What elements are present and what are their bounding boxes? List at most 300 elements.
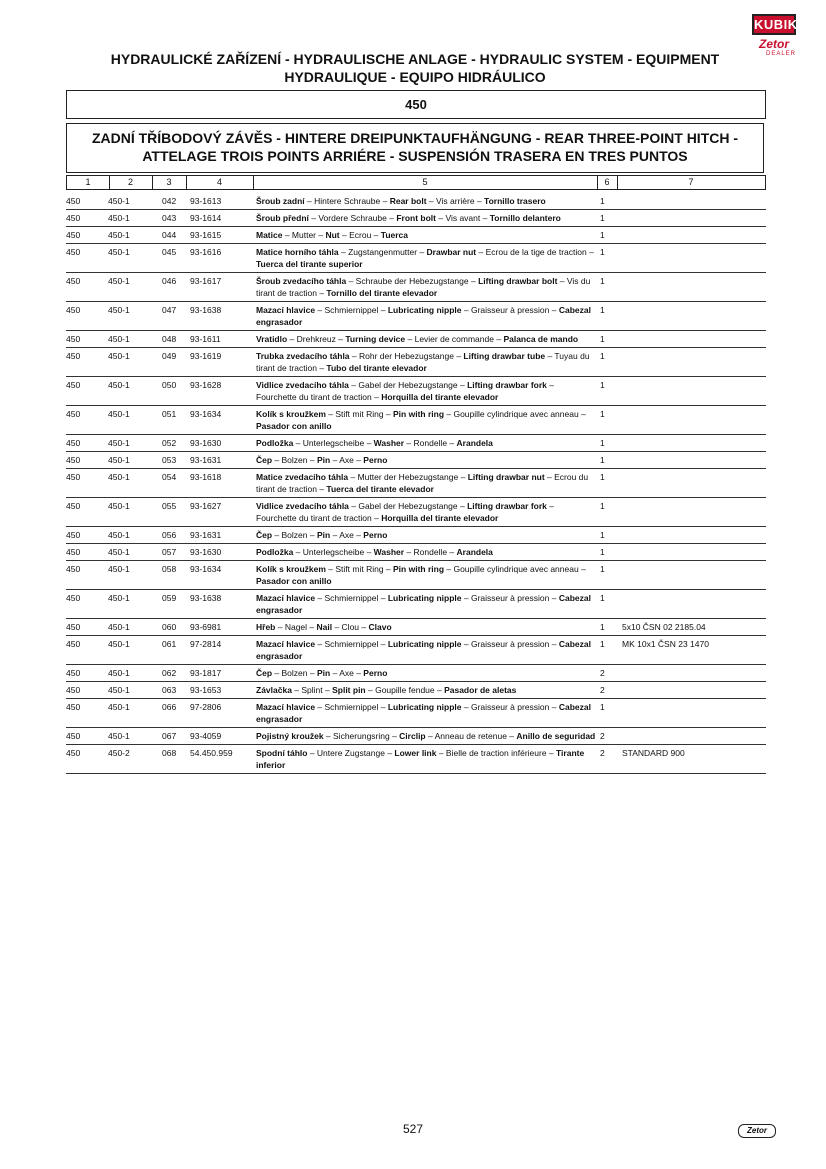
description-fr: Fourchette du tirant de traction <box>256 392 372 402</box>
page-number: 527 <box>402 1122 424 1136</box>
cell-description: Matice horního táhla – Zugstangenmutter – Drawbar nut – Ecrou de la tige de traction – Tuerca del tirante superior <box>256 247 594 269</box>
description-es: Tornillo del tirante elevador <box>326 288 438 298</box>
cell-part-number: 93-1615 <box>190 230 222 240</box>
description-fr: Goupille fendue <box>375 685 435 695</box>
cell-part-number: 93-1613 <box>190 196 222 206</box>
table-row <box>66 699 766 728</box>
cell-group: 450 <box>66 668 81 678</box>
description-fr: Axe <box>339 668 354 678</box>
table-row <box>66 561 766 590</box>
cell-subgroup: 450-1 <box>108 247 130 257</box>
description-fr: Fourchette du tirant de traction <box>256 513 372 523</box>
description-de: Schmiernippel <box>324 305 379 315</box>
parts-table <box>66 193 766 774</box>
cell-part-number: 93-1634 <box>190 409 222 419</box>
cell-group: 450 <box>66 196 81 206</box>
description-es: Pasador con anillo <box>256 421 332 431</box>
cell-description: Podložka – Unterlegscheibe – Washer – Rondelle – Arandela <box>256 438 493 448</box>
description-en: Pin <box>316 455 331 465</box>
cell-note: MK 10x1 ČSN 23 1470 <box>622 639 709 649</box>
section-title <box>66 123 764 173</box>
description-en: Lubricating nipple <box>387 305 462 315</box>
cell-description: Pojistný kroužek – Sicherungsring – Circlip – Anneau de retenue – Anillo de seguridad <box>256 731 596 741</box>
cell-subgroup: 450-1 <box>108 196 130 206</box>
description-es: Horquilla del tirante elevador <box>381 513 499 523</box>
description-fr: Vis du tirant de traction <box>256 276 591 298</box>
cell-description: Čep – Bolzen – Pin – Axe – Perno <box>256 530 388 540</box>
cell-group: 450 <box>66 409 81 419</box>
cell-subgroup: 450-1 <box>108 438 130 448</box>
cell-position: 049 <box>162 351 177 361</box>
description-fr: Ecrou du tirant de traction <box>256 472 589 494</box>
cell-part-number: 93-1630 <box>190 438 222 448</box>
description-cz: Šroub přední <box>256 213 309 223</box>
description-cz: Hřeb <box>256 622 276 632</box>
cell-quantity: 1 <box>600 334 605 344</box>
description-de: Gabel der Hebezugstange <box>358 501 458 511</box>
cell-description: Hřeb – Nagel – Nail – Clou – Clavo <box>256 622 392 632</box>
description-fr: Goupille cylindrique avec anneau <box>453 564 579 574</box>
table-row <box>66 745 766 774</box>
cell-position: 057 <box>162 547 177 557</box>
description-cz: Podložka <box>256 438 294 448</box>
cell-part-number: 93-6981 <box>190 622 222 632</box>
description-de: Zugstangenmutter <box>348 247 418 257</box>
group-number: 450 <box>66 90 766 119</box>
cell-description: Podložka – Unterlegscheibe – Washer – Rondelle – Arandela <box>256 547 493 557</box>
section-title-line1: ZADNÍ TŘÍBODOVÝ ZÁVĚS - HINTERE DREIPUNKTAUFHÄNGUNG - REAR THREE-POINT HITCH - <box>91 130 739 146</box>
description-cz: Trubka zvedacího táhla <box>256 351 350 361</box>
cell-position: 063 <box>162 685 177 695</box>
cell-group: 450 <box>66 351 81 361</box>
cell-group: 450 <box>66 247 81 257</box>
description-en: Lifting drawbar fork <box>467 380 547 390</box>
cell-description: Vidlice zvedacího táhla – Gabel der Hebezugstange – Lifting drawbar fork – Fourchette du tirant de traction – Horquilla del tirante elevador <box>256 380 554 402</box>
cell-quantity: 1 <box>600 530 605 540</box>
description-es: Perno <box>363 530 388 540</box>
cell-position: 048 <box>162 334 177 344</box>
description-de: Stift mit Ring <box>335 409 384 419</box>
column-header-6: 6 <box>597 176 618 189</box>
description-fr: Ecrou de la tige de traction <box>485 247 587 257</box>
cell-part-number: 93-1619 <box>190 351 222 361</box>
table-row <box>66 527 766 544</box>
cell-position: 043 <box>162 213 177 223</box>
table-row <box>66 244 766 273</box>
cell-description: Šroub přední – Vordere Schraube – Front bolt – Vis avant – Tornillo delantero <box>256 213 561 223</box>
kubik-logo-text: KUBIK <box>752 14 796 35</box>
description-en: Lubricating nipple <box>387 702 462 712</box>
cell-quantity: 1 <box>600 501 605 511</box>
description-es: Arandela <box>456 547 493 557</box>
description-fr: Rondelle <box>413 547 448 557</box>
description-fr: Bielle de traction inférieure <box>445 748 547 758</box>
description-fr: Graisseur à pression <box>470 702 550 712</box>
description-fr: Vis arrière <box>436 196 475 206</box>
description-en: Pin with ring <box>393 409 445 419</box>
cell-description: Čep – Bolzen – Pin – Axe – Perno <box>256 455 388 465</box>
cell-part-number: 93-1618 <box>190 472 222 482</box>
description-en: Nail <box>316 622 333 632</box>
cell-description: Závlačka – Splint – Split pin – Goupille fendue – Pasador de aletas <box>256 685 517 695</box>
cell-subgroup: 450-1 <box>108 305 130 315</box>
description-de: Stift mit Ring <box>335 564 384 574</box>
cell-part-number: 93-1614 <box>190 213 222 223</box>
cell-description: Mazací hlavice – Schmiernippel – Lubricating nipple – Graisseur à pression – Cabezal engrasador <box>256 305 591 327</box>
cell-description: Trubka zvedacího táhla – Rohr der Hebezugstange – Lifting drawbar tube – Tuyau du tirant de traction – Tubo del tirante elevador <box>256 351 590 373</box>
description-cz: Matice horního táhla <box>256 247 339 257</box>
table-row <box>66 498 766 527</box>
cell-subgroup: 450-1 <box>108 702 130 712</box>
cell-group: 450 <box>66 455 81 465</box>
description-de: Schmiernippel <box>324 702 379 712</box>
description-en: Lower link <box>394 748 437 758</box>
description-es: Tuerca del tirante superior <box>256 259 363 269</box>
cell-quantity: 1 <box>600 409 605 419</box>
column-header-2: 2 <box>109 176 153 189</box>
table-row <box>66 636 766 665</box>
column-header-5: 5 <box>253 176 598 189</box>
cell-description: Kolík s kroužkem – Stift mit Ring – Pin with ring – Goupille cylindrique avec anneau – Pasador con anillo <box>256 409 586 431</box>
cell-part-number: 93-1628 <box>190 380 222 390</box>
cell-part-number: 93-1638 <box>190 593 222 603</box>
cell-quantity: 1 <box>600 564 605 574</box>
column-header-1: 1 <box>67 176 110 189</box>
cell-subgroup: 450-1 <box>108 593 130 603</box>
cell-subgroup: 450-1 <box>108 230 130 240</box>
cell-quantity: 1 <box>600 639 605 649</box>
cell-group: 450 <box>66 213 81 223</box>
cell-group: 450 <box>66 438 81 448</box>
description-fr: Axe <box>339 455 354 465</box>
description-fr: Graisseur à pression <box>470 593 550 603</box>
description-es: Cabezal engrasador <box>256 593 591 615</box>
cell-part-number: 93-1631 <box>190 530 222 540</box>
description-fr: Graisseur à pression <box>470 305 550 315</box>
description-de: Bolzen <box>281 668 308 678</box>
description-en: Front bolt <box>396 213 436 223</box>
cell-subgroup: 450-1 <box>108 501 130 511</box>
cell-subgroup: 450-1 <box>108 564 130 574</box>
description-en: Lubricating nipple <box>387 639 462 649</box>
column-header-4: 4 <box>186 176 254 189</box>
cell-subgroup: 450-1 <box>108 731 130 741</box>
cell-quantity: 1 <box>600 196 605 206</box>
cell-position: 053 <box>162 455 177 465</box>
description-en: Pin <box>316 668 331 678</box>
cell-description: Mazací hlavice – Schmiernippel – Lubricating nipple – Graisseur à pression – Cabezal engrasador <box>256 702 591 724</box>
cell-subgroup: 450-1 <box>108 668 130 678</box>
cell-quantity: 1 <box>600 380 605 390</box>
cell-quantity: 1 <box>600 230 605 240</box>
cell-quantity: 1 <box>600 593 605 603</box>
description-cz: Matice zvedacího táhla <box>256 472 349 482</box>
cell-position: 047 <box>162 305 177 315</box>
description-de: Unterlegscheibe <box>302 547 365 557</box>
cell-description: Vratidlo – Drehkreuz – Turning device – Levier de commande – Palanca de mando <box>256 334 579 344</box>
description-en: Pin with ring <box>393 564 445 574</box>
cell-group: 450 <box>66 380 81 390</box>
description-es: Pasador de aletas <box>444 685 517 695</box>
cell-position: 068 <box>162 748 177 758</box>
description-cz: Vratidlo <box>256 334 288 344</box>
description-de: Schmiernippel <box>324 593 379 603</box>
cell-subgroup: 450-1 <box>108 622 130 632</box>
cell-position: 061 <box>162 639 177 649</box>
cell-group: 450 <box>66 472 81 482</box>
description-en: Lifting drawbar bolt <box>478 276 558 286</box>
description-en: Lifting drawbar nut <box>467 472 545 482</box>
cell-group: 450 <box>66 547 81 557</box>
cell-subgroup: 450-1 <box>108 213 130 223</box>
cell-subgroup: 450-1 <box>108 351 130 361</box>
cell-description: Vidlice zvedacího táhla – Gabel der Hebezugstange – Lifting drawbar fork – Fourchette du tirant de traction – Horquilla del tirante elevador <box>256 501 554 523</box>
description-en: Lifting drawbar tube <box>463 351 546 361</box>
description-cz: Čep <box>256 668 273 678</box>
cell-position: 052 <box>162 438 177 448</box>
table-row <box>66 435 766 452</box>
description-fr: Rondelle <box>413 438 448 448</box>
description-cz: Čep <box>256 455 273 465</box>
description-cz: Vidlice zvedacího táhla <box>256 501 349 511</box>
cell-part-number: 97-2814 <box>190 639 222 649</box>
description-en: Pin <box>316 530 331 540</box>
page-title-line2: HYDRAULIQUE - EQUIPO HIDRÁULICO <box>284 69 546 85</box>
cell-position: 045 <box>162 247 177 257</box>
cell-subgroup: 450-2 <box>108 748 130 758</box>
description-de: Splint <box>301 685 323 695</box>
description-cz: Mazací hlavice <box>256 305 316 315</box>
table-row <box>66 590 766 619</box>
dealer-logo-text: DEALER <box>765 51 796 57</box>
description-es: Pasador con anillo <box>256 576 332 586</box>
column-header-3: 3 <box>152 176 187 189</box>
description-de: Schmiernippel <box>324 639 379 649</box>
description-cz: Kolík s kroužkem <box>256 409 326 419</box>
cell-position: 067 <box>162 731 177 741</box>
description-cz: Čep <box>256 530 273 540</box>
cell-subgroup: 450-1 <box>108 334 130 344</box>
cell-part-number: 93-1627 <box>190 501 222 511</box>
table-row <box>66 619 766 636</box>
description-de: Gabel der Hebezugstange <box>358 380 458 390</box>
table-row <box>66 377 766 406</box>
cell-quantity: 1 <box>600 547 605 557</box>
description-es: Cabezal engrasador <box>256 305 591 327</box>
table-row <box>66 682 766 699</box>
description-cz: Vidlice zvedacího táhla <box>256 380 349 390</box>
description-de: Sicherungsring <box>333 731 390 741</box>
description-es: Cabezal engrasador <box>256 639 591 661</box>
cell-quantity: 1 <box>600 276 605 286</box>
cell-part-number: 93-1653 <box>190 685 222 695</box>
description-es: Tuerca del tirante elevador <box>326 484 434 494</box>
cell-group: 450 <box>66 305 81 315</box>
cell-position: 055 <box>162 501 177 511</box>
description-es: Perno <box>363 668 388 678</box>
cell-quantity: 1 <box>600 351 605 361</box>
description-cz: Podložka <box>256 547 294 557</box>
table-row <box>66 665 766 682</box>
cell-description: Matice – Mutter – Nut – Ecrou – Tuerca <box>256 230 409 240</box>
description-de: Schraube der Hebezugstange <box>355 276 469 286</box>
table-row <box>66 406 766 435</box>
cell-quantity: 2 <box>600 731 605 741</box>
cell-group: 450 <box>66 622 81 632</box>
description-fr: Clou <box>341 622 360 632</box>
description-cz: Mazací hlavice <box>256 593 316 603</box>
cell-quantity: 2 <box>600 668 605 678</box>
cell-subgroup: 450-1 <box>108 472 130 482</box>
description-fr: Vis avant <box>445 213 481 223</box>
table-row <box>66 227 766 244</box>
table-row <box>66 331 766 348</box>
cell-quantity: 1 <box>600 247 605 257</box>
table-row <box>66 302 766 331</box>
description-es: Tubo del tirante elevador <box>326 363 427 373</box>
cell-group: 450 <box>66 685 81 695</box>
description-en: Lifting drawbar fork <box>467 501 547 511</box>
cell-description: Kolík s kroužkem – Stift mit Ring – Pin with ring – Goupille cylindrique avec anneau – Pasador con anillo <box>256 564 586 586</box>
cell-part-number: 97-2806 <box>190 702 222 712</box>
description-es: Anillo de seguridad <box>516 731 596 741</box>
cell-part-number: 93-1634 <box>190 564 222 574</box>
cell-group: 450 <box>66 639 81 649</box>
cell-position: 062 <box>162 668 177 678</box>
description-de: Rohr der Hebezugstange <box>358 351 454 361</box>
cell-quantity: 1 <box>600 213 605 223</box>
table-header <box>66 175 766 190</box>
description-en: Split pin <box>332 685 366 695</box>
cell-quantity: 1 <box>600 622 605 632</box>
cell-position: 050 <box>162 380 177 390</box>
description-es: Arandela <box>456 438 493 448</box>
table-row <box>66 469 766 498</box>
description-es: Horquilla del tirante elevador <box>381 392 499 402</box>
description-de: Bolzen <box>281 530 308 540</box>
cell-quantity: 1 <box>600 455 605 465</box>
description-cz: Spodní táhlo <box>256 748 308 758</box>
cell-note: STANDARD 900 <box>622 748 685 758</box>
cell-group: 450 <box>66 748 81 758</box>
description-de: Hintere Schraube <box>314 196 381 206</box>
table-row <box>66 193 766 210</box>
cell-description: Mazací hlavice – Schmiernippel – Lubricating nipple – Graisseur à pression – Cabezal engrasador <box>256 593 591 615</box>
cell-group: 450 <box>66 731 81 741</box>
cell-part-number: 93-1638 <box>190 305 222 315</box>
cell-group: 450 <box>66 702 81 712</box>
description-de: Mutter der Hebezugstange <box>357 472 459 482</box>
cell-description: Šroub zvedacího táhla – Schraube der Hebezugstange – Lifting drawbar bolt – Vis du tirant de traction – Tornillo del tirante elevador <box>256 276 591 298</box>
cell-quantity: 1 <box>600 438 605 448</box>
column-header-7: 7 <box>688 177 694 187</box>
cell-subgroup: 450-1 <box>108 380 130 390</box>
cell-part-number: 93-1817 <box>190 668 222 678</box>
description-fr: Graisseur à pression <box>470 639 550 649</box>
description-de: Nagel <box>284 622 308 632</box>
description-cz: Šroub zvedacího táhla <box>256 276 347 286</box>
description-fr: Tuyau du tirant de traction <box>256 351 590 373</box>
cell-part-number: 93-1630 <box>190 547 222 557</box>
table-row <box>66 273 766 302</box>
cell-subgroup: 450-1 <box>108 639 130 649</box>
cell-quantity: 2 <box>600 748 605 758</box>
cell-part-number: 93-1631 <box>190 455 222 465</box>
description-es: Cabezal engrasador <box>256 702 591 724</box>
cell-part-number: 93-4059 <box>190 731 222 741</box>
description-de: Mutter <box>291 230 317 240</box>
cell-position: 042 <box>162 196 177 206</box>
cell-position: 051 <box>162 409 177 419</box>
description-cz: Šroub zadní <box>256 196 305 206</box>
description-de: Vordere Schraube <box>318 213 387 223</box>
table-row <box>66 544 766 561</box>
cell-part-number: 93-1611 <box>190 334 221 344</box>
table-row <box>66 348 766 377</box>
cell-subgroup: 450-1 <box>108 276 130 286</box>
description-cz: Mazací hlavice <box>256 702 316 712</box>
description-fr: Ecrou <box>349 230 372 240</box>
cell-subgroup: 450-1 <box>108 530 130 540</box>
table-row <box>66 452 766 469</box>
description-en: Nut <box>325 230 340 240</box>
description-fr: Anneau de retenue <box>434 731 507 741</box>
cell-group: 450 <box>66 276 81 286</box>
description-en: Rear bolt <box>389 196 427 206</box>
zetor-footer-logo: Zetor <box>738 1124 776 1138</box>
cell-position: 056 <box>162 530 177 540</box>
description-de: Drehkreuz <box>296 334 336 344</box>
cell-quantity: 1 <box>600 702 605 712</box>
description-de: Bolzen <box>281 455 308 465</box>
cell-description: Mazací hlavice – Schmiernippel – Lubricating nipple – Graisseur à pression – Cabezal engrasador <box>256 639 591 661</box>
description-es: Tirante inferior <box>256 748 585 770</box>
table-row <box>66 210 766 227</box>
kubik-zetor-logo <box>752 14 796 68</box>
description-en: Lubricating nipple <box>387 593 462 603</box>
cell-part-number: 93-1616 <box>190 247 222 257</box>
table-row <box>66 728 766 745</box>
cell-description: Spodní táhlo – Untere Zugstange – Lower link – Bielle de traction inférieure – Tirante inferior <box>256 748 585 770</box>
cell-quantity: 2 <box>600 685 605 695</box>
cell-part-number: 54.450.959 <box>190 748 233 758</box>
cell-quantity: 1 <box>600 472 605 482</box>
cell-group: 450 <box>66 564 81 574</box>
cell-note: 5x10 ČSN 02 2185.04 <box>622 622 706 632</box>
cell-description: Šroub zadní – Hintere Schraube – Rear bolt – Vis arrière – Tornillo trasero <box>256 196 546 206</box>
description-en: Turning device <box>345 334 406 344</box>
cell-group: 450 <box>66 593 81 603</box>
cell-position: 044 <box>162 230 177 240</box>
cell-group: 450 <box>66 230 81 240</box>
description-de: Untere Zugstange <box>316 748 385 758</box>
section-title-line2: ATTELAGE TROIS POINTS ARRIÉRE - SUSPENSIÓN TRASERA EN TRES PUNTOS <box>142 148 688 164</box>
cell-subgroup: 450-1 <box>108 455 130 465</box>
cell-position: 066 <box>162 702 177 712</box>
cell-position: 058 <box>162 564 177 574</box>
description-fr: Goupille cylindrique avec anneau <box>453 409 579 419</box>
cell-quantity: 1 <box>600 305 605 315</box>
description-cz: Závlačka <box>256 685 292 695</box>
cell-description: Čep – Bolzen – Pin – Axe – Perno <box>256 668 388 678</box>
description-es: Tuerca <box>380 230 409 240</box>
description-fr: Axe <box>339 530 354 540</box>
cell-subgroup: 450-1 <box>108 409 130 419</box>
cell-position: 046 <box>162 276 177 286</box>
description-es: Tornillo delantero <box>489 213 561 223</box>
description-cz: Pojistný kroužek <box>256 731 324 741</box>
cell-position: 059 <box>162 593 177 603</box>
